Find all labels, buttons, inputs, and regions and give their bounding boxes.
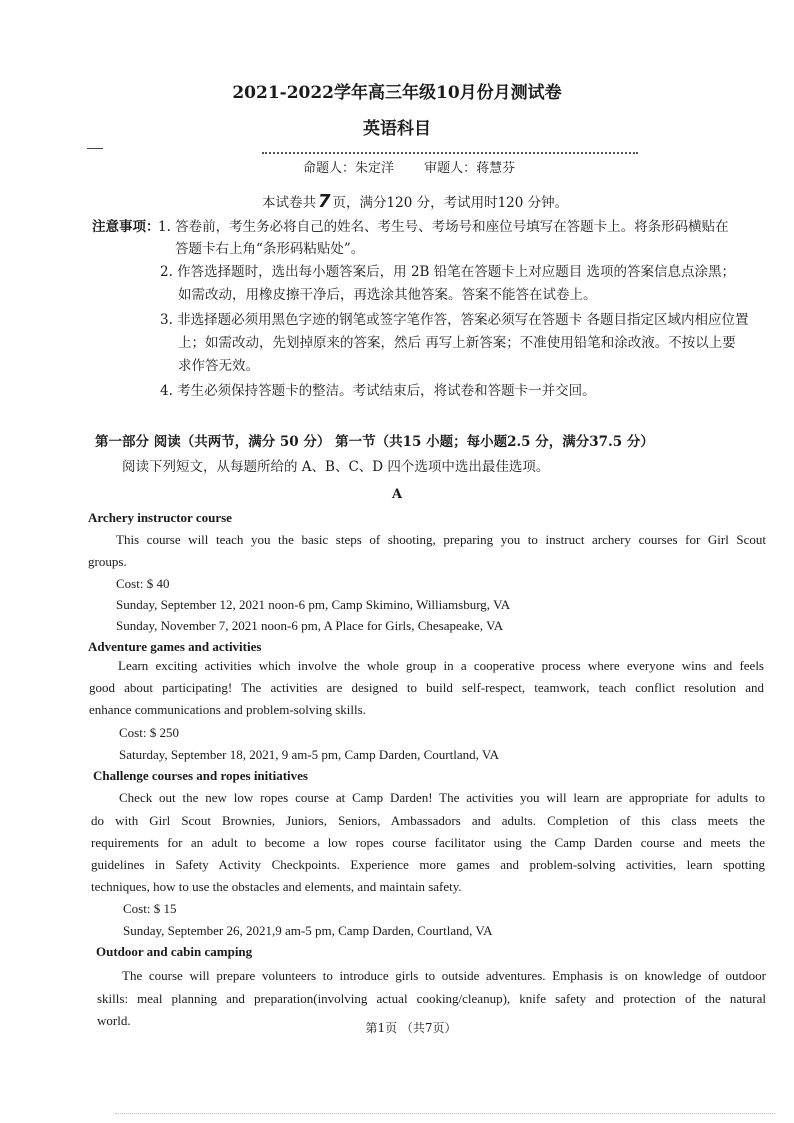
challenge-desc-5: techniques, how to use the obstacles and elements, and maintain safety. bbox=[91, 879, 462, 894]
margin-mark bbox=[87, 148, 103, 149]
notes-label: 注意事项： bbox=[92, 219, 160, 235]
adventure-heading: Adventure games and activities bbox=[88, 639, 262, 654]
archery-desc-2: groups. bbox=[88, 554, 127, 569]
archery-heading: Archery instructor course bbox=[88, 510, 232, 525]
challenge-desc-2: do with Girl Scout Brownies, Juniors, Seniors, Ambassadors and adults. Completion of this class meets the bbox=[91, 813, 765, 828]
note-4-line-1: 4. 考生必须保持答题卡的整洁。考试结束后，将试卷和答题卡一并交回。 bbox=[160, 383, 596, 399]
page-count: 7 bbox=[318, 191, 331, 212]
adventure-date: Saturday, September 18, 2021, 9 am-5 pm, Camp Darden, Courtland, VA bbox=[119, 747, 499, 762]
challenge-desc-1: Check out the new low ropes course at Camp Darden! The activities you will learn are appropriate for adults to bbox=[119, 790, 765, 805]
subject-title: 英语科目 bbox=[363, 119, 431, 139]
note-3-line-1: 3. 非选择题必须用黑色字迹的钢笔或签字笔作答，答案必须写在答题卡 各题目指定区域内相应位置 bbox=[160, 312, 749, 328]
outdoor-desc-2: skills: meal planning and preparation(involving actual cooking/cleanup), knife safety and protection of the natural bbox=[97, 991, 766, 1006]
exam-info bbox=[262, 191, 568, 212]
adventure-cost: Cost: $ 250 bbox=[119, 725, 179, 740]
authors-line bbox=[303, 157, 541, 176]
setter: 命题人：朱定洋 bbox=[303, 161, 395, 176]
info-prefix: 本试卷共 bbox=[262, 195, 316, 211]
outdoor-desc-1: The course will prepare volunteers to introduce girls to outside adventures. Emphasis is on knowledge of outdoor bbox=[122, 968, 766, 983]
page-footer: 第1页 （共7页） bbox=[365, 1021, 457, 1035]
note-1-line-2: 答题卡右上角“条形码粘贴处”。 bbox=[175, 241, 365, 257]
challenge-desc-4: guidelines in Safety Activity Checkpoints. Experience more games and problem-solving activities, learn spotting bbox=[91, 857, 765, 872]
dotted-divider bbox=[262, 152, 638, 156]
info-suffix: 页，满分120 分，考试用时120 分钟。 bbox=[332, 195, 569, 211]
note-2-line-2: 如需改动，用橡皮擦干净后，再选涂其他答案。答案不能答在试卷上。 bbox=[178, 287, 597, 303]
adventure-desc-3: enhance communications and problem-solving skills. bbox=[89, 702, 366, 717]
passage-letter: A bbox=[391, 487, 403, 502]
note-2-line-1: 2. 作答选择题时，选出每小题答案后，用 2B 铅笔在答题卡上对应题目 选项的答案信息点涂黑； bbox=[160, 264, 736, 280]
outdoor-desc-3: world. bbox=[97, 1013, 131, 1028]
note-3-line-2: 上；如需改动，先划掉原来的答案，然后 再写上新答案；不准使用铅笔和涂改液。不按以上要 bbox=[178, 335, 736, 351]
note-3-line-3: 求作答无效。 bbox=[178, 358, 259, 374]
challenge-heading: Challenge courses and ropes initiatives bbox=[93, 768, 308, 783]
exam-title: 2021-2022学年高三年级10月份月测试卷 bbox=[232, 83, 562, 103]
reviewer: 审题人：蒋慧芬 bbox=[424, 161, 516, 176]
archery-desc-1: This course will teach you the basic steps of shooting, preparing you to instruct archery courses for Girl Scout bbox=[116, 532, 766, 547]
challenge-date: Sunday, September 26, 2021,9 am-5 pm, Camp Darden, Courtland, VA bbox=[123, 923, 493, 938]
archery-date-2: Sunday, November 7, 2021 noon-6 pm, A Place for Girls, Chesapeake, VA bbox=[116, 618, 504, 633]
adventure-desc-1: Learn exciting activities which involve the whole group in a cooperative process where everyone wins and feels bbox=[118, 658, 764, 673]
adventure-desc-2: good about participating! The activities are designed to build self-respect, teamwork, teach conflict resolution and bbox=[89, 680, 764, 695]
section-instruction: 阅读下列短文，从每题所给的 A、B、C、D 四个选项中选出最佳选项。 bbox=[122, 459, 550, 475]
challenge-desc-3: requirements for an adult to become a low ropes course facilitator using the Camp Darden course and meets the bbox=[91, 835, 765, 850]
outdoor-heading: Outdoor and cabin camping bbox=[96, 944, 253, 959]
bottom-edge-dots bbox=[115, 1113, 775, 1114]
note-1-line-1: 1. 答卷前，考生务必将自己的姓名、考生号、考场号和座位号填写在答题卡上。将条形码横贴在 bbox=[158, 219, 729, 235]
archery-date-1: Sunday, September 12, 2021 noon-6 pm, Camp Skimino, Williamsburg, VA bbox=[116, 597, 511, 612]
archery-cost: Cost: $ 40 bbox=[116, 576, 170, 591]
challenge-cost: Cost: $ 15 bbox=[123, 901, 177, 916]
section-heading: 第一部分 阅读（共两节，满分 50 分） 第一节（共15 小题；每小题2.5 分，满分37.5 分） bbox=[95, 434, 654, 450]
